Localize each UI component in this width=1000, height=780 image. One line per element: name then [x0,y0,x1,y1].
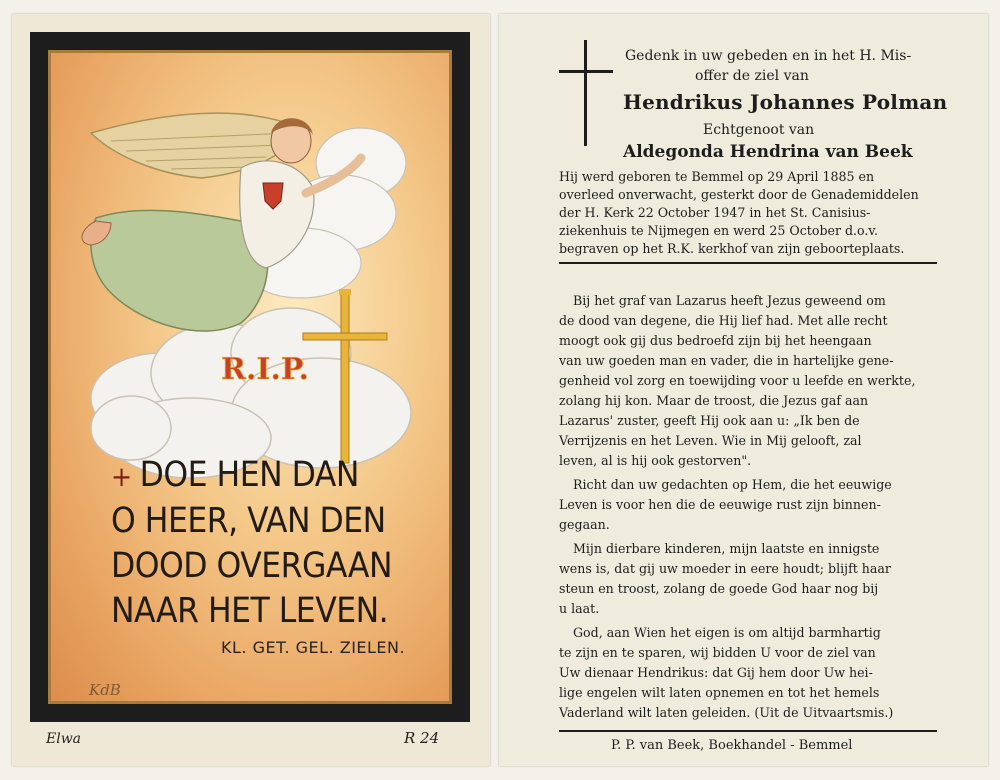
paragraph-line: gegaan. [559,517,610,532]
paragraph-line: te zijn en te sparen, wij bidden U voor de ziel van [559,645,876,660]
bio-line: Hij werd geboren te Bemmel op 29 April 1885 en [559,169,875,184]
prayer-card-back [499,14,988,766]
bio-line: der H. Kerk 22 October 1947 in het St. Canisius- [559,205,871,220]
paragraph-line: Bij het graf van Lazarus heeft Jezus geweend om [573,293,886,308]
paragraph-line: Verrijzenis en het Leven. Wie in Mij gelooft, zal [559,433,862,448]
spouse-intro: Echtgenoot van [703,122,815,138]
verse-line [111,499,451,544]
robe-icon [91,210,268,331]
spouse-name: Aldegonda Hendrina van Beek [623,142,913,162]
bio-line: begraven op het R.K. kerkhof van zijn geboorteplaats. [559,241,905,256]
paragraph-line: Lazarus' zuster, geeft Hij ook aan u: „Ik ben de [559,413,860,428]
paragraph-line: Richt dan uw gedachten op Hem, die het eeuwige [573,477,892,492]
paragraph-line: moogt ook gij dus bedroefd zijn bij het heengaan [559,333,872,348]
verse-line [111,544,451,589]
verse-block [111,453,451,634]
deceased-name: Hendrikus Johannes Polman [623,90,948,114]
paragraph-line: genheid vol zorg en toewijding voor u leefde en werkte, [559,373,916,388]
paragraph-line: leven, al is hij ook gestorven". [559,453,752,468]
small-cross-icon: + [111,460,132,493]
paragraph-line: Vaderland wilt laten geleiden. (Uit de Uitvaartsmis.) [559,705,894,720]
bio-line: overleed onverwacht, gesterkt door de Genademiddelen [559,187,919,202]
paragraph-line: de dood van degene, die Hij lief had. Met alle recht [559,313,888,328]
paragraph-line: God, aan Wien het eigen is om altijd barmhartig [573,625,881,640]
divider [559,730,937,732]
divider [559,262,937,264]
prayer-card-front [12,14,490,766]
paragraph-line: van uw goeden man en vader, die in hartelijke gene- [559,353,894,368]
verse-line-text: DOE HEN DAN [139,455,359,495]
rip-monogram: R.I.P. [221,352,309,387]
verse-line [111,453,451,499]
paragraph-line: lige engelen wilt laten opnemen en tot het hemels [559,685,880,700]
paragraph-line: zolang hij kon. Maar de troost, die Jezus gaf aan [559,393,869,408]
verse-line [111,589,451,634]
angel-head-icon [271,118,313,163]
verse-source: KL. GET. GEL. ZIELEN. [221,638,406,657]
paragraph-line: Leven is voor hen die de eeuwige rust zijn binnen- [559,497,881,512]
artist-signature: KdB [89,681,121,699]
paragraph-line: u laat. [559,601,600,616]
bio-line: ziekenhuis te Nijmegen en werd 25 October d.o.v. [559,223,879,238]
paragraph-line: Uw dienaar Hendrikus: dat Gij hem door Uw hei- [559,665,873,680]
verse-line-text: DOOD OVERGAAN [111,546,393,586]
publisher-line: P. P. van Beek, Boekhandel - Bemmel [611,738,853,753]
intro-line: offer de ziel van [695,68,809,84]
card-code: R 24 [404,729,440,747]
verse-line-text: NAAR HET LEVEN. [111,591,389,631]
cross-icon [557,38,615,148]
illustration-panel [48,50,452,704]
verse-line-text: O HEER, VAN DEN [111,501,386,541]
black-mourning-frame [30,32,470,722]
paragraph-line: steun en troost, zolang de goede God haar nog bij [559,581,879,596]
paragraph-line: wens is, dat gij uw moeder in eere houdt; blijft haar [559,561,891,576]
intro-line: Gedenk in uw gebeden en in het H. Mis- [625,48,912,64]
maker-label: Elwa [46,731,82,747]
paragraph-line: Mijn dierbare kinderen, mijn laatste en innigste [573,541,880,556]
